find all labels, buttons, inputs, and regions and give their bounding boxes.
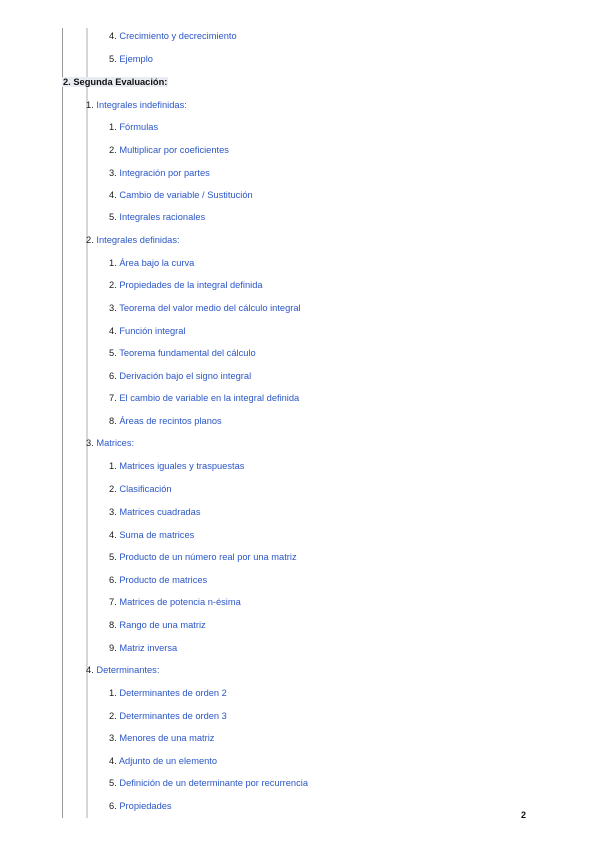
- toc-link[interactable]: Matrices iguales y traspuestas: [119, 461, 245, 471]
- toc-link[interactable]: Clasificación: [119, 484, 172, 494]
- toc-item[interactable]: 1. Área bajo la curva: [109, 258, 195, 268]
- toc-item[interactable]: 2. Determinantes de orden 3: [109, 711, 227, 721]
- toc-link[interactable]: Determinantes:: [96, 665, 160, 675]
- toc-group-heading[interactable]: 4. Determinantes:: [86, 665, 160, 675]
- toc-group-heading[interactable]: 1. Integrales indefinidas:: [86, 100, 187, 110]
- toc-item[interactable]: 5. Producto de un número real por una matriz: [109, 552, 297, 562]
- toc-link[interactable]: Teorema fundamental del cálculo: [119, 348, 256, 358]
- toc-link[interactable]: Teorema del valor medio del cálculo integral: [119, 303, 301, 313]
- toc-item[interactable]: 7. Matrices de potencia n-ésima: [109, 597, 241, 607]
- toc-link[interactable]: Área bajo la curva: [119, 258, 195, 268]
- toc-link[interactable]: Integrales racionales: [119, 212, 206, 222]
- toc-link[interactable]: Áreas de recintos planos: [119, 416, 222, 426]
- toc-item[interactable]: 4. Adjunto de un elemento: [109, 756, 218, 766]
- toc-link[interactable]: Matrices de potencia n-ésima: [119, 597, 241, 607]
- toc-link[interactable]: Multiplicar por coeficientes: [119, 145, 229, 155]
- toc-item[interactable]: 1. Determinantes de orden 2: [109, 688, 227, 698]
- toc-item[interactable]: 6. Propiedades: [109, 801, 172, 811]
- toc-link[interactable]: El cambio de variable en la integral definida: [119, 393, 300, 403]
- toc-item[interactable]: 4. Función integral: [109, 326, 186, 336]
- outline-rule-inner: [86, 28, 88, 818]
- toc-item[interactable]: 4. Cambio de variable / Sustitución: [109, 190, 253, 200]
- outline-rule-outer: [62, 28, 63, 818]
- toc-item[interactable]: 6. Derivación bajo el signo integral: [109, 371, 252, 381]
- toc-group-heading[interactable]: 3. Matrices:: [86, 438, 135, 448]
- toc-item[interactable]: 3. Teorema del valor medio del cálculo integral: [109, 303, 301, 313]
- toc-item[interactable]: 2. Multiplicar por coeficientes: [109, 145, 229, 155]
- toc-link[interactable]: Integración por partes: [119, 168, 210, 178]
- toc-link[interactable]: Función integral: [119, 326, 186, 336]
- toc-item[interactable]: 5. Ejemplo: [109, 54, 153, 64]
- toc-item[interactable]: 2. Propiedades de la integral definida: [109, 280, 263, 290]
- toc-link[interactable]: Fórmulas: [119, 122, 159, 132]
- toc-item[interactable]: 2. Clasificación: [109, 484, 172, 494]
- toc-link[interactable]: Rango de una matriz: [119, 620, 206, 630]
- page-number: 2: [521, 810, 527, 820]
- toc-link[interactable]: Determinantes de orden 2: [119, 688, 227, 698]
- toc-link[interactable]: Producto de matrices: [119, 575, 208, 585]
- toc-link[interactable]: Matrices cuadradas: [119, 507, 201, 517]
- toc-item[interactable]: 9. Matriz inversa: [109, 643, 178, 653]
- section-title: 2. Segunda Evaluación:: [63, 77, 168, 87]
- toc-link[interactable]: Producto de un número real por una matriz: [119, 552, 297, 562]
- toc-item[interactable]: 8. Áreas de recintos planos: [109, 416, 222, 426]
- toc-link[interactable]: Adjunto de un elemento: [118, 756, 218, 766]
- toc-link[interactable]: Integrales definidas:: [96, 235, 180, 245]
- toc-link[interactable]: Definición de un determinante por recurrencia: [119, 778, 308, 788]
- toc-link[interactable]: Propiedades de la integral definida: [119, 280, 263, 290]
- toc-link[interactable]: Integrales indefinidas:: [96, 100, 187, 110]
- toc-item[interactable]: 5. Integrales racionales: [109, 212, 206, 222]
- toc-link[interactable]: Matrices:: [96, 438, 135, 448]
- toc-link[interactable]: Matriz inversa: [119, 643, 178, 653]
- toc-link[interactable]: Derivación bajo el signo integral: [119, 371, 252, 381]
- toc-item[interactable]: 1. Matrices iguales y traspuestas: [109, 461, 245, 471]
- toc-link[interactable]: Determinantes de orden 3: [119, 711, 227, 721]
- toc-item[interactable]: 4. Crecimiento y decrecimiento: [109, 31, 237, 41]
- toc-item[interactable]: 1. Fórmulas: [109, 122, 159, 132]
- toc-link[interactable]: Crecimiento y decrecimiento: [119, 31, 237, 41]
- toc-link[interactable]: Propiedades: [119, 801, 172, 811]
- toc-item[interactable]: 4. Suma de matrices: [109, 530, 195, 540]
- toc-link[interactable]: Menores de una matriz: [119, 733, 215, 743]
- toc-item[interactable]: 3. Matrices cuadradas: [109, 507, 201, 517]
- toc-link[interactable]: Ejemplo: [119, 54, 153, 64]
- toc-link[interactable]: Suma de matrices: [119, 530, 195, 540]
- toc-item[interactable]: 3. Menores de una matriz: [109, 733, 215, 743]
- toc-group-heading[interactable]: 2. Integrales definidas:: [86, 235, 180, 245]
- toc-link[interactable]: Cambio de variable / Sustitución: [119, 190, 253, 200]
- section-heading[interactable]: [62, 76, 168, 88]
- toc-item[interactable]: 6. Producto de matrices: [109, 575, 208, 585]
- toc-item[interactable]: 3. Integración por partes: [109, 168, 210, 178]
- toc-item[interactable]: 8. Rango de una matriz: [109, 620, 206, 630]
- toc-item[interactable]: 5. Teorema fundamental del cálculo: [109, 348, 256, 358]
- toc-item[interactable]: 7. El cambio de variable en la integral definida: [109, 393, 300, 403]
- toc-item[interactable]: 5. Definición de un determinante por recurrencia: [109, 778, 308, 788]
